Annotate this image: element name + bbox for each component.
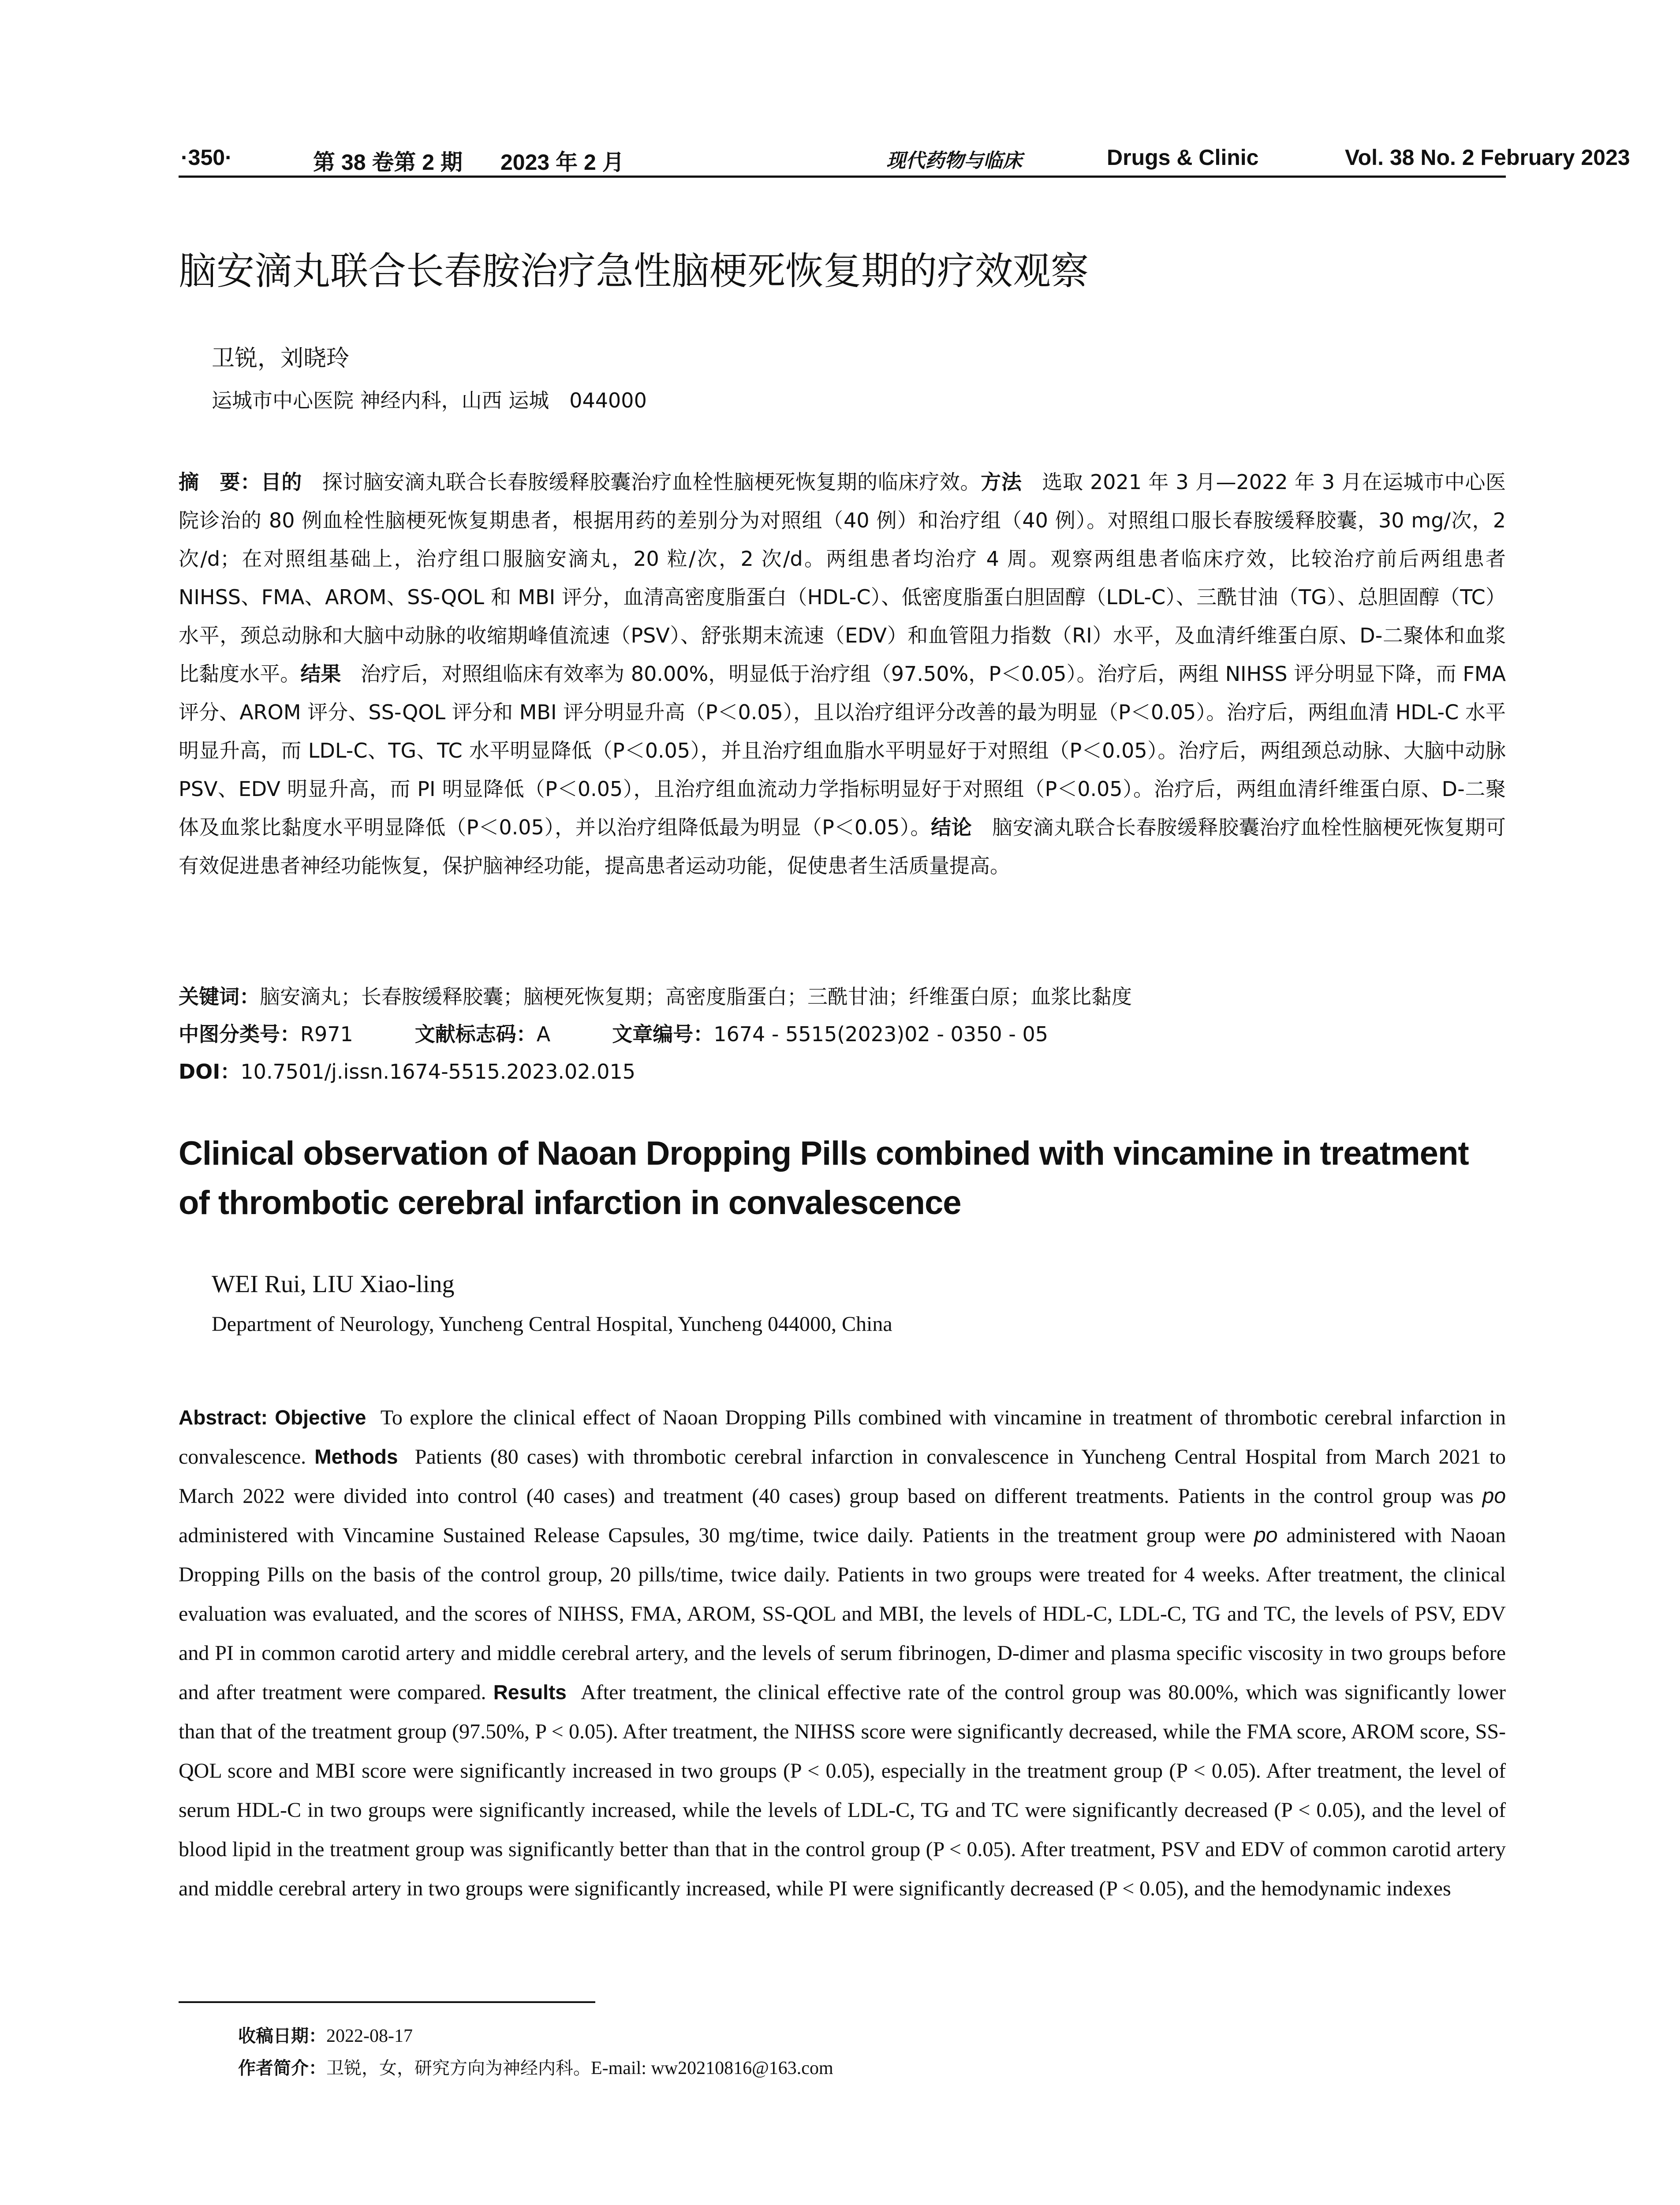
classification-line (179, 1019, 1506, 1050)
objective-text-cn: 探讨脑安滴丸联合长春胺缓释胶囊治疗血栓性脑梗死恢复期的临床疗效。 (322, 470, 981, 494)
objective-text-en: To explore the clinical effect of Naoan Dropping Pills combined with vincamine in treatment of thrombotic cerebral infarction in convalescence. (179, 1406, 1506, 1469)
article-title-cn: 脑安滴丸联合长春胺治疗急性脑梗死恢复期的疗效观察 (179, 249, 1089, 293)
affiliation-cn: 运城市中心医院 神经内科，山西 运城 044000 (212, 389, 647, 412)
date-cn: 2023 年 2 月 (500, 150, 624, 175)
conclusion-label-cn: 结论 (931, 815, 972, 839)
author-intro-text: 卫锐，女，研究方向为神经内科。 (326, 2058, 591, 2078)
keywords-label-cn: 关键词： (179, 985, 260, 1009)
methods-text-cn: 选取 2021 年 3 月—2022 年 3 月在运城市中心医院诊治的 80 例血栓性脑梗死恢复期患者，根据用药的差别分为对照组（40 例）和治疗组（40 例）。对照组口服长春胺缓释胶囊，30 mg/次，2 次/d；在对照组基础上，治疗组口服脑安滴丸，20 粒/次，2 次/d。两组患者均治疗 4 周。观察两组患者临床疗效，比较治疗前后两组患者 NIHSS、FMA、AROM、SS-QOL 和 MBI 评分，血清高密度脂蛋白（HDL-C）、低密度脂蛋白胆固醇（LDL-C）、三酰甘油（TG）、总胆固醇（TC）水平，颈总动脉和大脑中动脉的收缩期峰值流速（PSV）、舒张期末流速（EDV）和血管阻力指数（RI）水平，及血清纤维蛋白原、D-二聚体和血浆比黏度水平。 (179, 470, 1506, 686)
doc-code-label: 文献标志码： (414, 1022, 537, 1046)
author-intro-label: 作者简介： (238, 2058, 326, 2078)
article-no-label: 文章编号： (612, 1022, 714, 1046)
authors-cn: 卫锐，刘晓玲 (212, 345, 350, 372)
methods-label-cn: 方法 (981, 470, 1022, 494)
volume-issue-cn: 第 38 卷第 2 期 (313, 150, 463, 175)
doi-line (179, 1056, 1506, 1087)
results-label-en: Results (493, 1681, 567, 1704)
received-label: 收稿日期： (238, 2026, 326, 2046)
methods-label-en: Methods (314, 1445, 398, 1468)
results-text-cn: 治疗后，对照组临床有效率为 80.00%，明显低于治疗组（97.50%，P＜0.05）。治疗后，两组 NIHSS 评分明显下降，而 FMA 评分、AROM 评分、SS-QOL 评分和 MBI 评分明显升高（P＜0.05），且以治疗组评分改善的最为明显（P＜0.05）。治疗后，两组血清 HDL-C 水平明显升高，而 LDL-C、TG、TC 水平明显降低（P＜0.05），并且治疗组血脂水平明显好于对照组（P＜0.05）。治疗后，两组颈总动脉、大脑中动脉 PSV、EDV 明显升高，而 PI 明显降低（P＜0.05），且治疗组血流动力学指标明显好于对照组（P＜0.05）。治疗后，两组血清纤维蛋白原、D-二聚体及血浆比黏度水平明显降低（P＜0.05），并以治疗组降低最为明显（P＜0.05）。 (179, 662, 1506, 839)
objective-label-cn: 目的 (261, 470, 302, 494)
results-label-cn: 结果 (300, 662, 341, 686)
volume-issue-en: Vol. 38 No. 2 February 2023 (1345, 145, 1630, 170)
po-abbrev-2: po (1254, 1524, 1278, 1547)
doc-code-value: A (536, 1022, 551, 1046)
results-text-en: After treatment, the clinical effective rate of the control group was 80.00%, which was significantly lower than that of the treatment group (97.50%, P < 0.05). After treatment, the NIHSS score were significantly decreased, while the FMA score, AROM score, SS-QOL score and MBI score were significantly increased in two groups (P < 0.05), especially in the treatment group (P < 0.05). After treatment, the level of serum HDL-C in two groups were significantly increased, while the levels of LDL-C, TG and TC were significantly decreased (P < 0.05), and the level of blood lipid in the treatment group was significantly better than that in the control group (P < 0.05). After treatment, PSV and EDV of common carotid artery and middle cerebral artery in two groups were significantly increased, while PI were significantly decreased (P < 0.05), and the hemodynamic indexes (179, 1681, 1506, 1900)
doi-label: DOI： (179, 1060, 241, 1084)
po-abbrev-1: po (1482, 1484, 1506, 1508)
conclusion-text-cn: 脑安滴丸联合长春胺缓释胶囊治疗血栓性脑梗死恢复期可有效促进患者神经功能恢复，保护脑神经功能，提高患者运动功能，促使患者生活质量提高。 (179, 815, 1506, 878)
keywords-cn (179, 981, 1506, 1012)
abstract-label-en: Abstract: (179, 1406, 268, 1429)
authors-en: WEI Rui, LIU Xiao-ling (212, 1271, 455, 1298)
article-no-value: 1674 - 5515(2023)02 - 0350 - 05 (713, 1022, 1048, 1046)
abstract-cn (179, 463, 1506, 885)
page-number: ·350· (181, 145, 232, 170)
abstract-label-cn: 摘 要： (179, 470, 261, 494)
author-email: E-mail: ww20210816@163.com (591, 2058, 833, 2078)
journal-name-en: Drugs & Clinic (1107, 145, 1259, 170)
affiliation-en: Department of Neurology, Yuncheng Central Hospital, Yuncheng 044000, China (212, 1312, 892, 1336)
running-header (179, 140, 1630, 178)
objective-label-en: Objective (275, 1406, 366, 1429)
footnote-received (238, 2022, 1473, 2047)
journal-name-cn: 现代药物与临床 (886, 149, 1022, 172)
clc-label: 中图分类号： (179, 1022, 300, 1046)
methods-text-en-3: administered with Naoan Dropping Pills on the basis of the control group, 20 pills/time, twice daily. Patients in two groups were treated for 4 weeks. After treatment, the clinical evaluation was evaluated, and the scores of NIHSS, FMA, AROM, SS-QOL and MBI, the levels of HDL-C, LDL-C, TG and TC, the levels of PSV, EDV and PI in common carotid artery and middle cerebral artery, and the levels of serum fibrinogen, D-dimer and plasma specific viscosity in two groups before and after treatment were compared. (179, 1524, 1506, 1704)
received-date: 2022-08-17 (326, 2026, 413, 2046)
doi-value: 10.7501/j.issn.1674-5515.2023.02.015 (240, 1060, 636, 1084)
keywords-text-cn: 脑安滴丸；长春胺缓释胶囊；脑梗死恢复期；高密度脂蛋白；三酰甘油；纤维蛋白原；血浆比黏度 (260, 985, 1132, 1009)
footnote-divider (179, 2001, 595, 2003)
abstract-en (179, 1398, 1506, 1908)
clc-value: R971 (300, 1022, 353, 1046)
footnote-author (238, 2054, 1473, 2079)
article-title-en: Clinical observation of Naoan Dropping Pills combined with vincamine in treatment of thrombotic cerebral infarction in convalescence (179, 1135, 1469, 1222)
methods-text-en-1: Patients (80 cases) with thrombotic cerebral infarction in convalescence in Yuncheng Central Hospital from March 2021 to March 2022 were divided into control (40 cases) and treatment (40 cases) group based on different treatments. Patients in the control group was (179, 1445, 1506, 1508)
methods-text-en-2: administered with Vincamine Sustained Release Capsules, 30 mg/time, twice daily. Patients in the treatment group were (179, 1524, 1246, 1547)
